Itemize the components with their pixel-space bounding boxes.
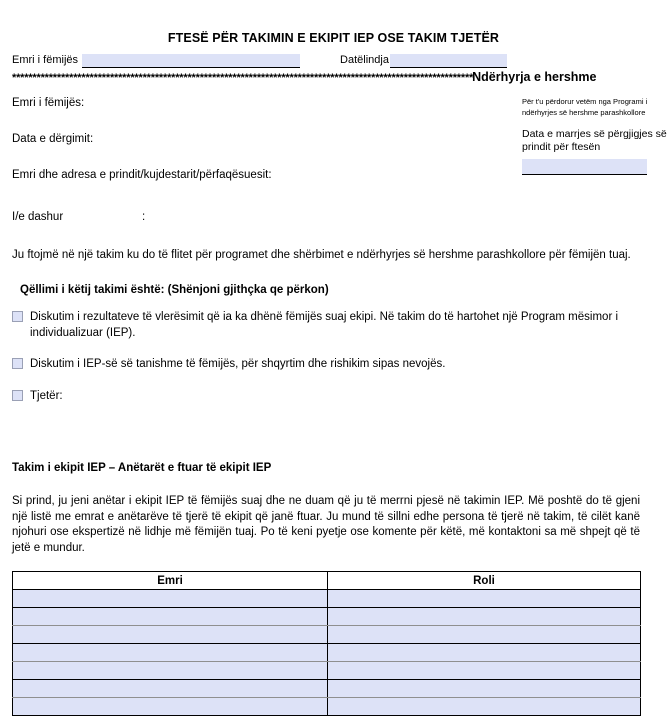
- response-date-input[interactable]: [522, 159, 647, 175]
- cell-role[interactable]: [328, 662, 641, 680]
- office-use-panel: [522, 97, 667, 175]
- cell-role[interactable]: [328, 626, 641, 644]
- response-date-label: Data e marrjes së përgjigjes së prindit për ftesën: [522, 128, 667, 154]
- cell-name[interactable]: [13, 662, 328, 680]
- cell-name[interactable]: [13, 608, 328, 626]
- cell-role[interactable]: [328, 608, 641, 626]
- table-row[interactable]: [13, 644, 641, 662]
- checkbox-icon[interactable]: [12, 358, 23, 369]
- cell-role[interactable]: [328, 698, 641, 716]
- salutation-label: I/e dashur: [12, 210, 64, 223]
- salutation-row: [12, 211, 482, 225]
- option-label: Diskutim i IEP-së së tanishme të fëmijës, për shqyrtim dhe rishikim sipas nevojës.: [30, 358, 446, 371]
- child-name-field-label: Emri i fëmijës:: [12, 97, 85, 110]
- child-name-input[interactable]: [82, 54, 300, 68]
- office-use-note: Për t'u përdorur vetëm nga Programi i ndërhyrjes së hershme parashkollore: [522, 97, 648, 118]
- form-fields-zone: [12, 97, 667, 224]
- cell-role[interactable]: [328, 590, 641, 608]
- child-name-label: Emri i fëmijës: [12, 54, 79, 67]
- table-row[interactable]: [13, 698, 641, 716]
- salutation-colon: :: [142, 210, 146, 223]
- identity-row: [12, 54, 655, 68]
- cell-name[interactable]: [13, 626, 328, 644]
- table-row[interactable]: [13, 590, 641, 608]
- checkbox-icon[interactable]: [12, 390, 23, 401]
- date-of-birth-label: Datëlindja: [340, 54, 389, 67]
- column-header-name: Emri: [13, 572, 328, 590]
- table-row[interactable]: [13, 680, 641, 698]
- option-row[interactable]: [12, 389, 655, 405]
- option-label: Diskutim i rezultateve të vlerësimit që ia ka dhënë fëmijës suaj ekipi. Në takim do të hartohet një Program mësimor i individualizuar (IEP).: [30, 311, 619, 339]
- send-date-field-label: Data e dërgimit:: [12, 133, 94, 146]
- table-row[interactable]: [13, 626, 641, 644]
- checkbox-icon[interactable]: [12, 311, 23, 322]
- iep-section-heading: Takim i ekipit IEP – Anëtarët e ftuar të ekipit IEP: [12, 462, 272, 475]
- option-label: Tjetër:: [30, 389, 63, 402]
- asterisk-divider: *****************************************************************************************************************: [12, 72, 474, 84]
- cell-role[interactable]: [328, 644, 641, 662]
- intro-paragraph: Ju ftojmë në një takim ku do të flitet për programet dhe shërbimet e ndërhyrjes së hershme parashkollore për fëmijën tuaj.: [12, 249, 631, 262]
- table-row[interactable]: [13, 608, 641, 626]
- parent-name-address-field-label: Emri dhe adresa e prindit/kujdestarit/përfaqësuesit:: [12, 168, 272, 181]
- date-of-birth-input[interactable]: [390, 54, 507, 68]
- purpose-options-list: [12, 310, 655, 404]
- cell-name[interactable]: [13, 590, 328, 608]
- table-header-row: [13, 572, 641, 590]
- iep-section-paragraph: Si prind, ju jeni anëtar i ekipit IEP të fëmijës suaj dhe ne duam që ju të merrni pjesë në takimin IEP. Më poshtë do të gjeni një listë me emrat e anëtarëve të tjerë të ekipit që janë ftuar. Ju mund të sillni edhe persona të tjerë në takim, të cilët kanë njohuri ose ekspertizë në lidhje më fëmijën tuaj. Po të keni pyetje ose komente për këtë, më kontaktoni sa më shpejt që të jetë e mundur.: [12, 495, 640, 554]
- program-heading: Ndërhyrja e hershme: [472, 70, 597, 84]
- purpose-heading: Qëllimi i këtij takimi është: (Shënjoni gjithçka qe përkon): [20, 284, 329, 296]
- option-row[interactable]: [12, 310, 655, 341]
- form-labels-column: [12, 97, 482, 224]
- page-title: FTESË PËR TAKIMIN E EKIPIT IEP OSE TAKIM TJETËR: [167, 31, 500, 45]
- table-row[interactable]: [13, 662, 641, 680]
- cell-role[interactable]: [328, 680, 641, 698]
- asterisk-divider-row: [12, 71, 655, 85]
- members-table: [12, 571, 641, 716]
- column-header-role: Roli: [328, 572, 641, 590]
- cell-name[interactable]: [13, 680, 328, 698]
- cell-name[interactable]: [13, 698, 328, 716]
- option-row[interactable]: [12, 357, 655, 373]
- cell-name[interactable]: [13, 644, 328, 662]
